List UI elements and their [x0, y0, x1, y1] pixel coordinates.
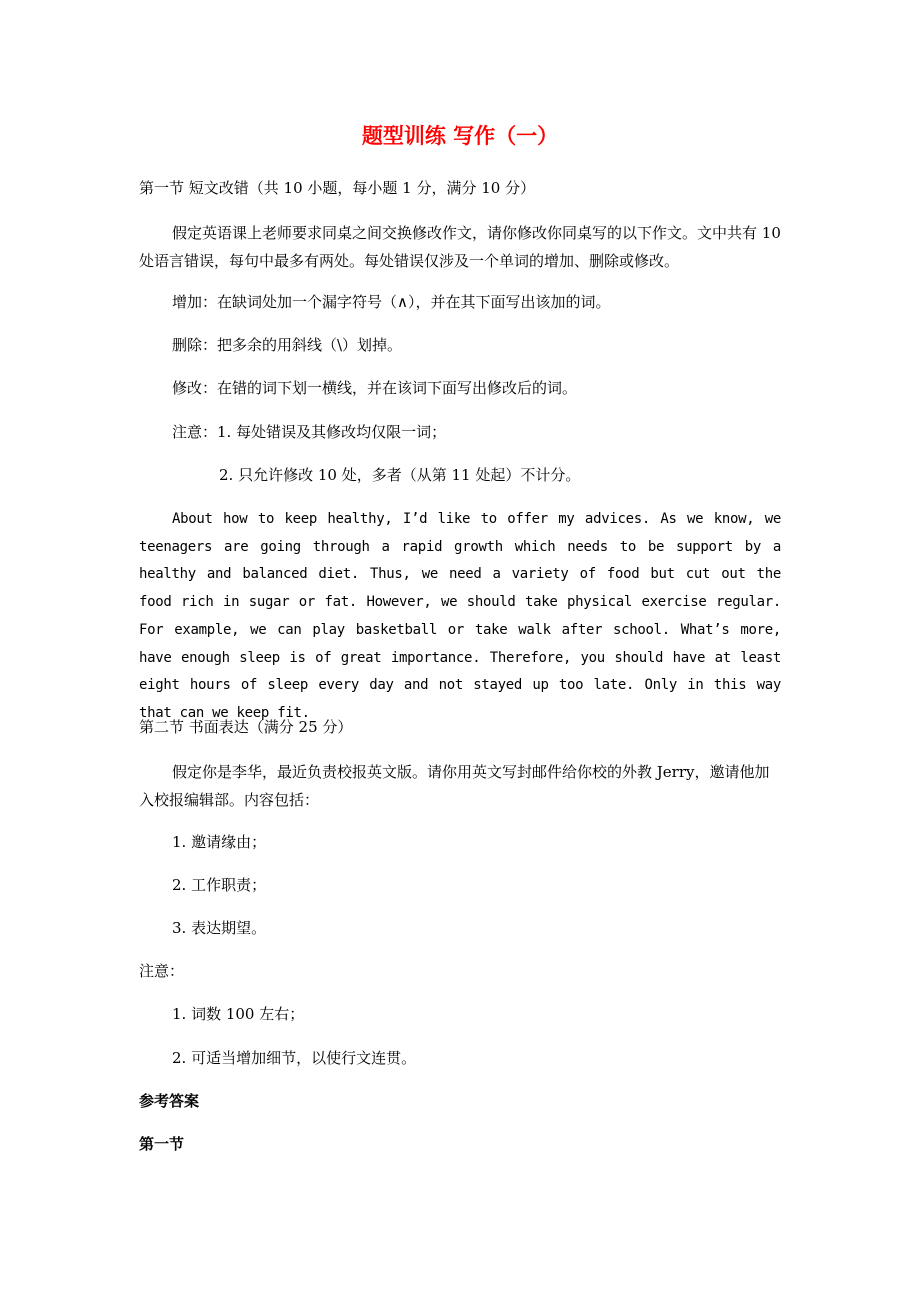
section2-intro: 假定你是李华，最近负责校报英文版。请你用英文写封邮件给你校的外教 Jerry，邀请他加入校报编辑部。内容包括：: [139, 763, 770, 809]
content-item: 2. 工作职责；: [172, 876, 267, 894]
section2-note-label: 注意：: [139, 962, 185, 980]
note-1: 注意：1. 每处错误及其修改均仅限一词；: [172, 423, 447, 441]
section1-heading: 第一节 短文改错（共 10 小题，每小题 1 分，满分 10 分）: [139, 179, 536, 197]
delete-rule: 删除：把多余的用斜线（\）划掉。: [172, 336, 403, 354]
page-title: 题型训练 写作（一）: [361, 124, 559, 148]
note-2: 2. 只允许修改 10 处，多者（从第 11 处起）不计分。: [219, 466, 581, 484]
section2-note: 2. 可适当增加细节，以使行文连贯。: [172, 1049, 417, 1067]
section2-heading: 第二节 书面表达（满分 25 分）: [139, 718, 353, 736]
answers-section1-label: 第一节: [139, 1135, 185, 1153]
modify-rule: 修改：在错的词下划一横线，并在该词下面写出修改后的词。: [172, 379, 578, 397]
section1-intro: 假定英语课上老师要求同桌之间交换修改作文，请你修改你同桌写的以下作文。文中共有 10 处语言错误，每句中最多有两处。每处错误仅涉及一个单词的增加、删除或修改。: [139, 224, 781, 270]
error-correction-passage: About how to keep healthy, I’d like to offer my advices. As we know, we teenagers are going through a rapid growth which needs to be support by a healthy and balanced diet. Thus, we need a variety of food but cut out the food rich in sugar or fat. However, we should take physical exercise regular. For example, we can play basketball or take walk after school. What’s more, have enough sleep is of great importance. Therefore, you should have at least eight hours of sleep every day and not stayed up too late. Only in this way that can we keep fit.: [139, 511, 781, 721]
content-item: 3. 表达期望。: [172, 919, 267, 937]
answers-heading: 参考答案: [139, 1092, 200, 1110]
add-rule: 增加：在缺词处加一个漏字符号（∧），并在其下面写出该加的词。: [172, 293, 611, 311]
section2-note: 1. 词数 100 左右；: [172, 1005, 305, 1023]
content-item: 1. 邀请缘由；: [172, 833, 267, 851]
